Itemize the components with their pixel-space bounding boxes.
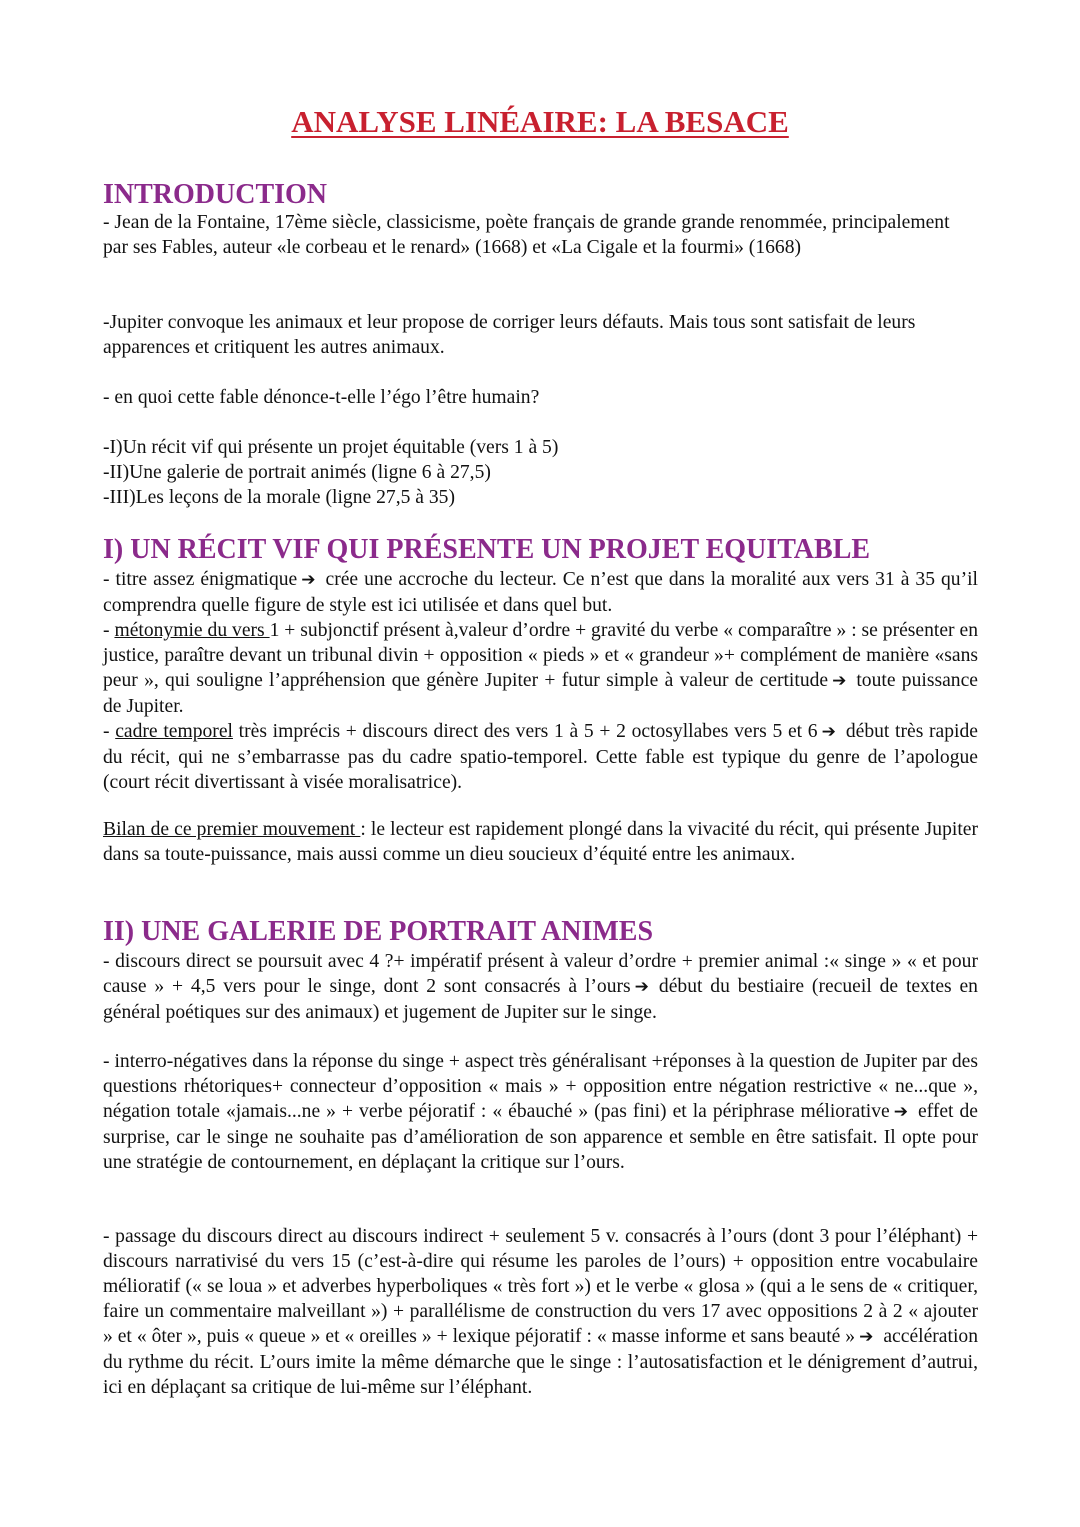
point-text: 1 + subjonctif présent à,valeur d’ordre + gravité du verbe « comparaître » : se présenter en justice, paraître devant un tribunal divin + opposition « pieds » et « grandeur »+ complément de manière «sans peur », qui souligne l’appréhension que génère Jupiter + futur simple à valeur de certitude (103, 620, 978, 691)
point-text: début du bestiaire (recueil de textes en général poétiques sur des animaux) et jugement de Jupiter sur le singe. (103, 976, 978, 1023)
bilan-label: Bilan de ce premier mouvement (103, 819, 361, 840)
intro-author-paragraph (103, 210, 978, 260)
section-1-heading: I) UN RÉCIT VIF QUI PRÉSENTE UN PROJET EQUITABLE (103, 534, 871, 565)
arrow-right-icon: ➔ (634, 977, 649, 997)
arrow-right-icon: ➔ (301, 570, 316, 590)
section-2-paragraph-1 (103, 949, 978, 1025)
section-2-paragraph-2 (103, 1049, 978, 1175)
point-text: accélération du rythme du récit. L’ours imite la même démarche que le singe : l’autosatisfaction et le dénigrement d’autrui, ici en déplaçant sa critique de lui-même sur l’éléphant. (103, 1326, 978, 1398)
problematic-question: - en quoi cette fable dénonce-t-elle l’égo l’être humain? (103, 387, 540, 408)
intro-heading: INTRODUCTION (103, 179, 328, 210)
intro-question-paragraph (103, 385, 978, 410)
section-2-point-1 (103, 949, 978, 1025)
section-1-point-metonymy (103, 618, 978, 719)
section-2-heading: II) UNE GALERIE DE PORTRAIT ANIMES (103, 916, 654, 947)
intro-author-text: - Jean de la Fontaine, 17ème siècle, classicisme, poète français de grande grande renommée, principalement par ses Fables, auteur «le corbeau et le renard» (1668) et «La Cigale et la fourmi» (1668) (103, 212, 950, 258)
arrow-right-icon: ➔ (859, 1327, 874, 1347)
point-text: - (103, 620, 115, 641)
section-1-bilan (103, 817, 978, 867)
point-text: - passage du discours direct au discours indirect + seulement 5 v. consacrés à l’ours (dont 3 pour l’éléphant) + discours narrativisé du vers 15 (c’est-à-dire qui résume les paroles de l’ours) + opposition entre vocabulaire mélioratif (« se loua » et adverbes hyperboliques « très fort ») et le verbe « glosa » (qui a le sens de « critiquer, faire un commentaire malveillant ») + parallélisme de construction du vers 17 avec oppositions 2 à 2 « ajouter » et « ôter », puis « queue » et « oreilles » + lexique péjoratif : « masse informe et sans beauté » (103, 1226, 978, 1347)
plan-item-1: -I)Un récit vif qui présente un projet équitable (vers 1 à 5) (103, 437, 559, 458)
point-text: - (103, 721, 116, 742)
point-text: - discours direct se poursuit avec 4 ?+ impératif présent à valeur d’ordre + premier animal :« singe » « et pour cause » + 4,5 vers pour le singe, dont 2 sont consacrés à l’ours (103, 951, 978, 997)
plan-item-3: -III)Les leçons de la morale (ligne 27,5 à 35) (103, 487, 455, 508)
plan-item-2: -II)Une galerie de portrait animés (ligne 6 à 27,5) (103, 462, 491, 483)
intro-summary-paragraph (103, 310, 978, 360)
point-text: début très rapide du récit, qui ne s’embarrasse pas du cadre spatio-temporel. Cette fable est typique du genre de l’apologue (court récit divertissant à visée moralisatrice). (103, 721, 978, 793)
bilan-text: : le lecteur est rapidement plongé dans la vivacité du récit, qui présente Jupiter dans sa toute-puissance, mais aussi comme un dieu soucieux d’équité entre les animaux. (103, 819, 978, 865)
point-text: crée une accroche du lecteur. Ce n’est que dans la moralité aux vers 31 à 35 qu’il comprendra quelle figure de style est ici utilisée et dans quel but. (103, 569, 978, 616)
section-1-point-title (103, 567, 978, 618)
point-text: très imprécis + discours direct des vers 1 à 5 + 2 octosyllabes vers 5 et 6 (232, 721, 818, 742)
underlined-term: cadre temporel (115, 721, 233, 742)
arrow-right-icon: ➔ (893, 1102, 908, 1122)
section-2-point-3 (103, 1224, 978, 1400)
point-text: - titre assez énigmatique (103, 569, 298, 590)
intro-summary-text: -Jupiter convoque les animaux et leur propose de corriger leurs défauts. Mais tous sont satisfait de leurs apparences et critiquent les autres animaux. (103, 312, 916, 358)
plan-list (103, 435, 978, 510)
section-1-point-temporal (103, 719, 978, 795)
section-2-point-2 (103, 1049, 978, 1175)
arrow-right-icon: ➔ (821, 722, 836, 742)
document-title: ANALYSE LINÉAIRE: LA BESACE (291, 104, 789, 139)
underlined-term: métonymie du vers (114, 620, 270, 641)
point-text: effet de surprise, car le singe ne souhaite pas d’amélioration de son apparence et semble en être satisfait. Il opte pour une stratégie de contournement, en déplaçant la critique sur l’ours. (103, 1101, 978, 1173)
section-2-paragraph-3 (103, 1224, 978, 1400)
bilan-paragraph (103, 817, 978, 867)
arrow-right-icon: ➔ (832, 671, 847, 691)
point-text: - interro-négatives dans la réponse du singe + aspect très généralisant +réponses à la question de Jupiter par des questions rhétoriques+ connecteur d’opposition « mais » + opposition entre négation restrictive « ne...que », négation totale «jamais...ne » + verbe péjoratif : « ébauché » (pas fini) et la périphrase méliorative (103, 1051, 978, 1122)
point-text: toute puissance de Jupiter. (103, 670, 978, 717)
section-1-body (103, 567, 978, 795)
